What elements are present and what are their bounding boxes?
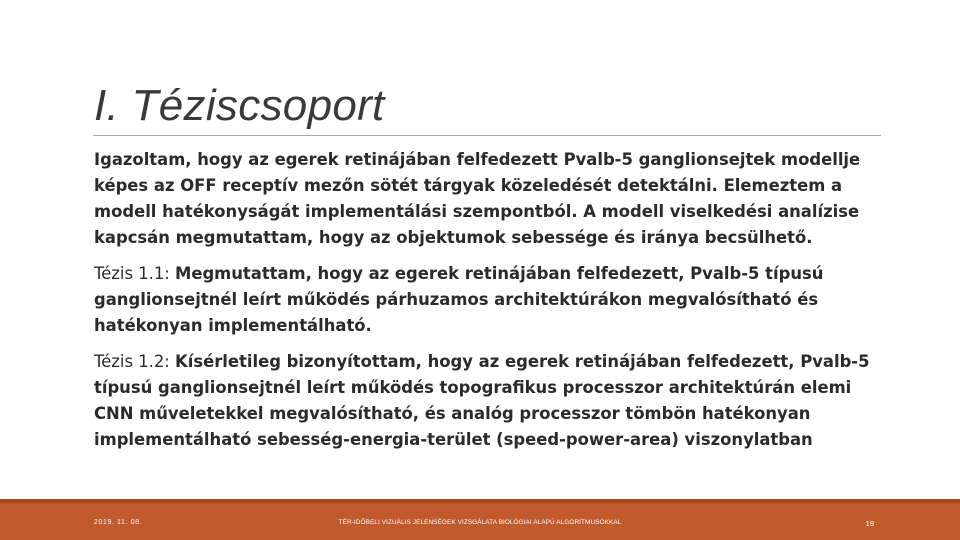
footer-bar-strip — [0, 499, 960, 503]
page-number: 19 — [865, 519, 874, 528]
thesis-1-1 — [94, 261, 874, 339]
footer-title: TÉR-IDŐBELI VIZUÁLIS JELENSÉGEK VIZSGÁLATA BIOLÓGIAI ALAPÚ ALGORITMUSOKKAL — [338, 519, 622, 526]
thesis-1-2 — [94, 349, 874, 453]
slide-title: I. Téziscsoport — [94, 81, 385, 130]
thesis-1-2-label: Tézis 1.2: — [94, 352, 176, 371]
title-divider — [93, 135, 881, 136]
thesis-group-summary: Igazoltam, hogy az egerek retinájában felfedezett Pvalb-5 ganglionsejtek modellje képes az OFF receptív mezőn sötét tárgyak közeledését detektálni. Elemeztem a modell hatékonyságát implementálási szempontból. A modell viselkedési analízise kapcsán megmutattam, hogy az objektumok sebessége és iránya becsülhető. — [94, 150, 861, 247]
slide-content — [94, 147, 874, 463]
thesis-1-2-text: Kísérletileg bizonyítottam, hogy az egerek retinájában felfedezett, Pvalb-5 típusú ganglionsejtnél leírt működés topografikus processzor architektúrán elemi CNN műveletekkel megvalósítható, és analóg processzor tömbön hatékonyan implementálható sebesség-energia-terület (speed-power-area) viszonylatban — [94, 352, 870, 449]
footer-date: 2019. 11. 08. — [94, 519, 143, 526]
thesis-1-1-text: Megmutattam, hogy az egerek retinájában felfedezett, Pvalb-5 típusú ganglionsejtnél leírt működés párhuzamos architektúrákon megvalósítható és hatékonyan implementálható. — [94, 264, 824, 335]
thesis-1-1-label: Tézis 1.1: — [94, 264, 176, 283]
